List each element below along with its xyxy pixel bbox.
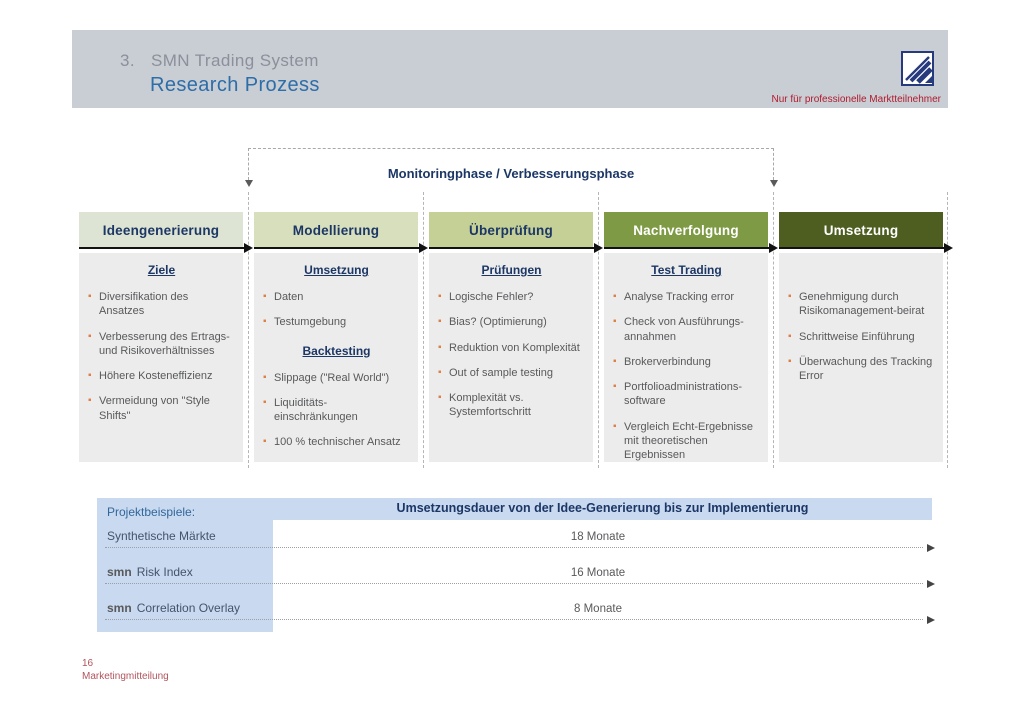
arrow-right-icon: [79, 247, 245, 249]
arrow-right-icon: [604, 247, 770, 249]
project-name: Risk Index: [136, 565, 193, 579]
column-header: [254, 212, 418, 249]
dashed-separator: [773, 192, 774, 468]
bullet-item: ▪ Bias? (Optimierung): [438, 315, 585, 329]
bullet-item: ▪ Daten: [263, 290, 410, 304]
column-section: [263, 344, 410, 450]
project-label: [107, 565, 193, 579]
bullet-item: ▪ Komplexität vs. Systemfortschritt: [438, 391, 585, 420]
column-section: [788, 263, 935, 383]
process-column-umsetzung: [779, 212, 943, 462]
column-header: [779, 212, 943, 249]
bullet-item: ▪ Verbesserung des Ertrags- und Risikoverhältnisses: [88, 330, 235, 359]
arrow-down-icon: [770, 180, 778, 187]
bullet-item: ▪ Testumgebung: [263, 315, 410, 329]
footer-note: Marketingmitteilung: [82, 671, 169, 682]
section-subtitle: Backtesting: [302, 343, 371, 358]
section-subtitle: Ziele: [147, 263, 176, 277]
smn-brand: smn: [107, 601, 132, 615]
column-title: Überprüfung: [469, 223, 553, 238]
table-row: [105, 550, 923, 584]
dashed-separator: [947, 192, 948, 468]
bullet-item: ▪ Portfolioadministrations-software: [613, 380, 760, 409]
arrow-right-icon: [429, 247, 595, 249]
section-number: 3.: [120, 51, 135, 70]
arrow-right-icon: [927, 616, 935, 624]
arrow-right-icon: [779, 247, 945, 249]
section-subtitle: Test Trading: [651, 263, 722, 277]
project-name: Synthetische Märkte: [107, 529, 216, 543]
bullet-item: ▪ Liquiditäts-einschränkungen: [263, 396, 410, 425]
bullet-item: ▪ Reduktion von Komplexität: [438, 341, 585, 355]
process-column-ideengenerierung: [79, 212, 243, 462]
project-label: [107, 529, 216, 543]
bullet-item: ▪ Analyse Tracking error: [613, 290, 760, 304]
bullet-item: ▪ 100 % technischer Ansatz: [263, 435, 410, 449]
bullet-item: ▪ Slippage ("Real World"): [263, 371, 410, 385]
column-body: [429, 253, 593, 462]
table-row: [105, 514, 923, 548]
smn-brand: smn: [107, 565, 132, 579]
column-header: [604, 212, 768, 249]
column-title: Modellierung: [292, 223, 380, 238]
project-label: [107, 601, 240, 615]
header-band: [72, 30, 948, 108]
bracket-top-line: [248, 148, 774, 149]
duration-value: 18 Monate: [570, 531, 626, 543]
project-name: Correlation Overlay: [136, 601, 241, 615]
dashed-separator: [598, 192, 599, 468]
bullet-item: ▪ Check von Ausführungs-annahmen: [613, 315, 760, 344]
dashed-separator: [248, 192, 249, 468]
table-row: [105, 586, 923, 620]
bullet-item: ▪ Logische Fehler?: [438, 290, 585, 304]
column-title: Nachverfolgung: [633, 223, 739, 238]
table-row-header: Projektbeispiele:: [107, 505, 196, 519]
bracket-left-stub: [248, 148, 249, 180]
column-body: [779, 253, 943, 462]
column-body: [254, 253, 418, 462]
project-duration-table: [97, 498, 932, 632]
bullet-item: ▪ Vergleich Echt-Ergebnisse mit theoretischen Ergebnissen: [613, 420, 760, 463]
section-line: [120, 51, 319, 71]
bullet-item: ▪ Brokerverbindung: [613, 355, 760, 369]
section-title: SMN Trading System: [150, 51, 319, 70]
column-section: [263, 263, 410, 330]
dashed-separator: [423, 192, 424, 468]
process-column-ueberpruefung: [429, 212, 593, 462]
column-section: [613, 263, 760, 463]
section-subtitle: Umsetzung: [304, 263, 369, 277]
duration-value: 16 Monate: [570, 567, 626, 579]
bracket-right-stub: [773, 148, 774, 180]
column-section: [88, 263, 235, 423]
process-column-nachverfolgung: [604, 212, 768, 462]
arrow-right-icon: [927, 580, 935, 588]
page-title: Research Prozess: [150, 74, 320, 96]
table-title: Umsetzungsdauer von der Idee-Generierung bis zur Implementierung: [396, 501, 809, 515]
monitoring-phase-label: Monitoringphase / Verbesserungsphase: [387, 166, 635, 181]
process-column-modellierung: [254, 212, 418, 462]
arrow-right-icon: [254, 247, 420, 249]
column-body: [604, 253, 768, 462]
bullet-item: ▪ Diversifikation des Ansatzes: [88, 290, 235, 319]
bullet-item: ▪ Genehmigung durch Risikomanagement-beirat: [788, 290, 935, 319]
bullet-item: ▪ Schrittweise Einführung: [788, 330, 935, 344]
disclaimer-text: Nur für professionelle Marktteilnehmer: [771, 94, 941, 105]
column-title: Umsetzung: [823, 223, 899, 238]
arrow-down-icon: [245, 180, 253, 187]
page-number: 16: [82, 658, 94, 669]
bullet-item: ▪ Out of sample testing: [438, 366, 585, 380]
section-subtitle: [788, 263, 935, 278]
column-body: [79, 253, 243, 462]
bullet-item: ▪ Überwachung des Tracking Error: [788, 355, 935, 384]
arrow-right-icon: [927, 544, 935, 552]
column-header: [429, 212, 593, 249]
column-section: [438, 263, 585, 420]
column-header: [79, 212, 243, 249]
duration-value: 8 Monate: [574, 603, 622, 615]
column-title: Ideengenerierung: [102, 223, 220, 238]
bullet-item: ▪ Höhere Kosteneffizienz: [88, 369, 235, 383]
bullet-item: ▪ Vermeidung von "Style Shifts": [88, 394, 235, 423]
smn-logo-icon: [901, 51, 934, 86]
section-subtitle: Prüfungen: [481, 263, 542, 277]
